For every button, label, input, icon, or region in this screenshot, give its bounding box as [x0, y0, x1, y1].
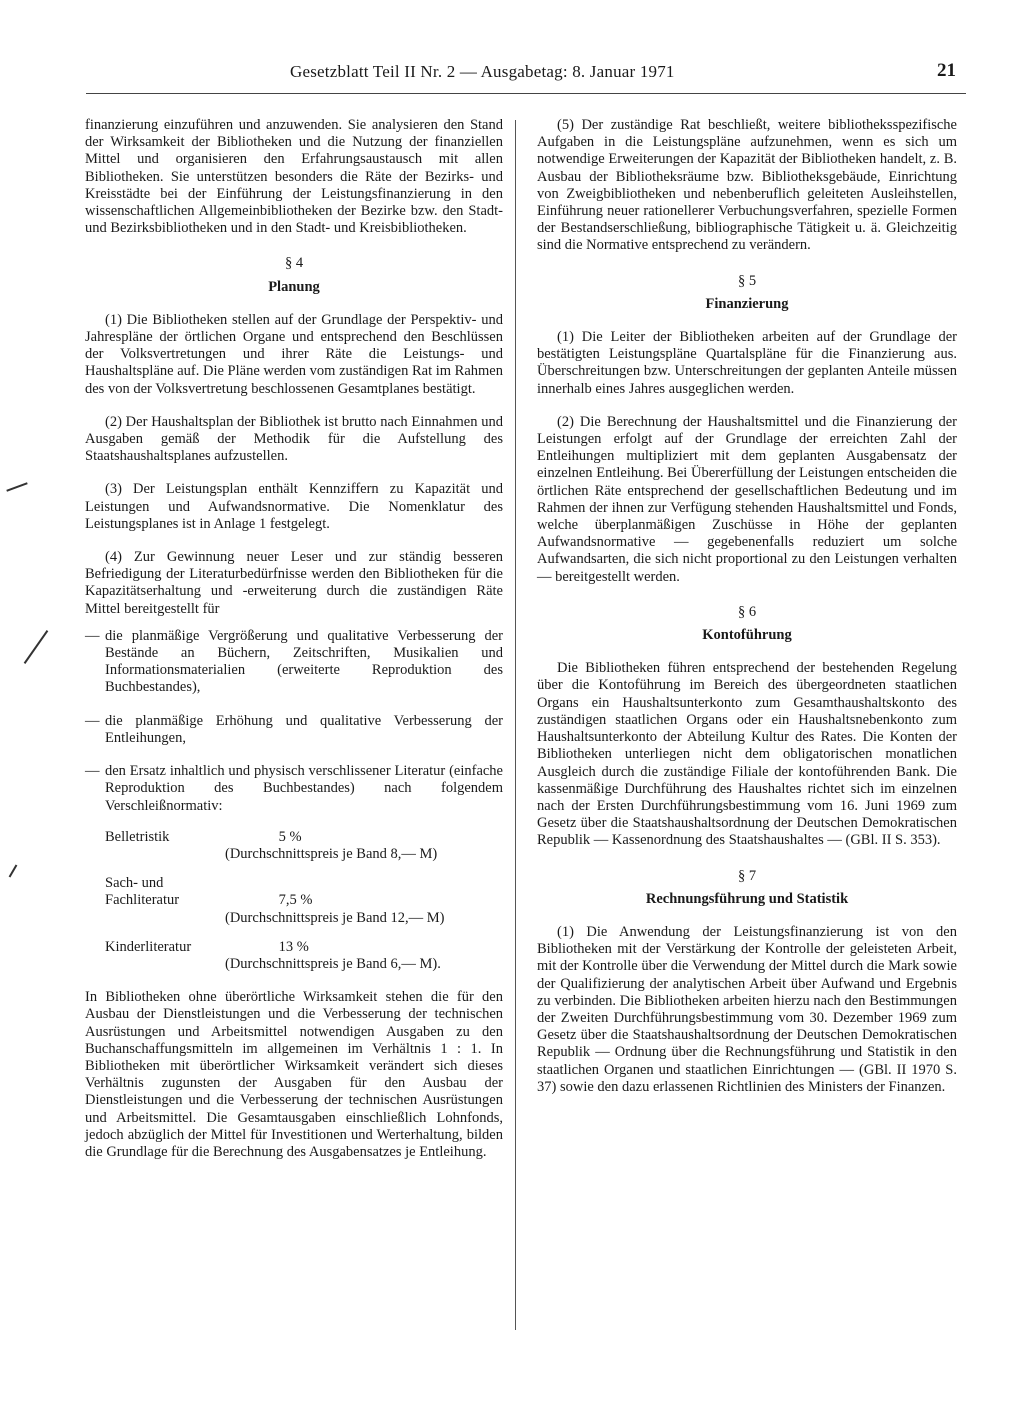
left-column — [85, 117, 503, 1177]
paragraph-4-4: (4) Zur Gewinnung neuer Leser und zur ständig besseren Befriedigung der Literaturbedürfnisse werden den Bibliotheken für die Kapazitätserhaltung und -erweiterung durch die zuständigen Räte Mittel bereitgestellt für — [85, 549, 503, 617]
section-7-title: Rechnungsführung und Statistik — [645, 890, 849, 907]
section-5-number: § 5 — [737, 272, 757, 289]
paragraph-6: Die Bibliotheken führen entsprechend der bestehenden Regelung über die Kontoführung im Bereich des übergeordneten staatlichen Organs ein Haushaltsunterkonto zum Gesamthaushaltskonto des zuständigen staatlichen Organs oder ein Haushaltsnebenkonto zum Haushaltsunterkonto der Abteilung Kultur des Rates. Die Konten der Bibliotheken unterliegen nicht dem obligatorischen monatlichen Ausgleich durch die zuständige Filiale der kontoführenden Bank. Die kassenmäßige Durchführung des Haushaltes richtet sich im einzelnen nach der Ersten Durchführungsbestimmung vom 16. Juni 1969 zum Gesetz über die Staatshaushaltsordnung der Deutschen Demokratischen Republik — Kassenordnung des Staatshaushaltes — (GBl. II S. 353). — [537, 660, 957, 849]
page-header — [0, 0, 1024, 100]
paragraph-5-2: (2) Die Berechnung der Haushaltsmittel und die Finanzierung der Leistungen erfolgt auf der Grundlage der erreichten Zahl der Entleihungen multipliziert mit dem geplanten Ausgabensatz der einzelnen Entleihung. Bei Übererfüllung der Leistungen entscheiden die örtlichen Räte entsprechend der gesellschaftlichen Bedeutung und im Rahmen der ihnen zur Verfügung stehenden Haushaltsmittel und Fonds, welche überplanmäßigen Zuschüsse in Höhe der geplanten Aufwandsnormative — gegebenenfalls reduziert um solche Aufwandsarten, die sich nicht proportional zu den Leistungen verhalten — bereitgestellt werden. — [537, 413, 957, 585]
section-4-number: § 4 — [284, 255, 304, 272]
section-6-number: § 6 — [737, 603, 757, 620]
intro-paragraph: finanzierung einzuführen und anzuwenden. Sie analysieren den Stand der Wirksamkeit der Bibliotheken und die Nutzung der finanziellen Mittel und organisieren den Erfahrungsaustausch mit allen Bibliotheken. Sie unterstützen besonders die Räte der Bezirks- und Kreisstädte bei der Einführung der Leistungsfinanzierung in den wissenschaftlichen Allgemeinbibliotheken der Bezirke bzw. den Stadt- und Bezirksbibliotheken und in den Stadt- und Kreisbibliotheken. — [85, 117, 503, 237]
section-5-title: Finanzierung — [705, 295, 789, 312]
norm-label: Kinderliteratur — [105, 938, 192, 955]
norm-value: 13 % — [278, 938, 309, 955]
norm-value: 5 % — [278, 828, 302, 845]
paragraph-4-1: (1) Die Bibliotheken stellen auf der Grundlage der Perspektiv- und Jahrespläne der örtlichen Organe und entsprechend den Beschlüssen der Volksvertretungen und ihrer Räte die Leistungs- und Haushaltspläne auf. Die Pläne werden vom zuständigen Rat im Rahmen des von der Volksvertretung beschlossenen Gesamtplanes bestätigt. — [85, 311, 503, 397]
norm-row — [105, 829, 503, 863]
provision-list — [85, 628, 503, 815]
list-item: — den Ersatz inhaltlich und physisch verschlissener Literatur (einfache Reproduktion des Buchbestandes) nach folgendem Verschleißnormativ: — [85, 763, 503, 815]
section-7-number: § 7 — [737, 867, 757, 884]
norm-row — [105, 875, 503, 927]
margin-mark — [9, 864, 18, 877]
norm-price: (Durchschnittspreis je Band 6,— M). — [225, 955, 441, 972]
paragraph-7-1: (1) Die Anwendung der Leistungsfinanzierung ist von den Bibliotheken mit der Verstärkung der Kontrolle der geleisteten Arbeit, mit der Kontrolle über die Verwendung der Mittel durch die Mark sowie der Qualifizierung der analytischen Arbeit über Aufwand und Ergebnis zu verbinden. Die Bibliotheken arbeiten hierzu nach den Bestimmungen der Zweiten Durchführungsbestimmung vom 30. Dezember 1969 zum Gesetz über die Staatshaushaltsordnung der Deutschen Demokratischen Republik — Ordnung über die Rechnungsführung und Statistik in den staatlichen Organen und staatlichen Einrichtungen — (GBl. II 1970 S. 37) sowie den dazu erlassenen Richtlinien des Ministers der Finanzen. — [537, 923, 957, 1095]
margin-mark — [24, 630, 49, 664]
page-number: 21 — [937, 60, 956, 81]
wear-norm-table — [105, 829, 503, 973]
list-item: — die planmäßige Erhöhung und qualitative Verbesserung der Entleihungen, — [85, 713, 503, 747]
norm-price: (Durchschnittspreis je Band 12,— M) — [225, 909, 445, 926]
norm-label: Sach- und Fachliteratur — [105, 875, 180, 909]
norm-label: Belletristik — [105, 828, 170, 845]
paragraph-4-5: (5) Der zuständige Rat beschließt, weitere bibliotheksspezifische Aufgaben in die Leistungspläne aufzunehmen, wenn es sich um notwendige Erweiterungen der Kapazität der Bibliotheken handelt, z. B. Ausbau der Bibliotheksräume bzw. Bibliotheksgebäude, Einrichtung von Zweigbibliotheken und nebenberuflich geleiteten Ausleihstellen, Einführung neuer rationellerer Verbuchungsverfahren, spezielle Formen der Bestandserschließung, bibliographische Tätigkeit u. ä. Gleichzeitig sind die Normative entsprechend zu verändern. — [537, 117, 957, 254]
section-6-title: Kontoführung — [702, 627, 792, 644]
norm-price: (Durchschnittspreis je Band 8,— M) — [225, 845, 438, 862]
paragraph-4-3: (3) Der Leistungsplan enthält Kennziffern zu Kapazität und Leistungen und Aufwandsnormative. Die Nomenklatur des Leistungsplanes ist in Anlage 1 festgelegt. — [85, 481, 503, 532]
header-title: Gesetzblatt Teil II Nr. 2 — Ausgabetag: 8. Januar 1971 — [290, 62, 675, 81]
right-column — [537, 117, 957, 1112]
section-4-title: Planung — [268, 278, 320, 295]
list-item: — die planmäßige Vergrößerung und qualitative Verbesserung der Bestände an Büchern, Zeitschriften, Musikalien und Informationsmaterialien (erweiterte Reproduktion des Buchbestandes), — [85, 628, 503, 697]
margin-mark — [6, 482, 27, 491]
column-divider — [515, 120, 516, 1330]
paragraph-5-1: (1) Die Leiter der Bibliotheken arbeiten auf der Grundlage der bestätigten Leistungspläne Quartalspläne für die Finanzierung aus. Überschreitungen bzw. Unterschreitungen der geplanten Anteile müssen innerhalb eines Jahres ausgeglichen werden. — [537, 329, 957, 397]
header-rule — [86, 93, 966, 94]
closing-paragraph: In Bibliotheken ohne überörtliche Wirksamkeit stehen die für den Ausbau der Dienstleistungen und die Verbesserung der technischen Ausrüstungen und Arbeitsmittel notwendigen Ausgaben zu den Buchanschaffungsmitteln im allgemeinen im Verhältnis 1 : 1. In Bibliotheken mit überörtlicher Wirksamkeit verändert sich dieses Verhältnis zugunsten der Ausgaben für den Ausbau der Dienstleistungen und die Verbesserung der technischen Ausrüstungen und Arbeitsmittel. Die Gesamtausgaben einschließlich Lohnfonds, jedoch abzüglich der Mittel für Investitionen und Werterhaltung, bilden die Grundlage für die Berechnung des Ausgabensatzes je Entleihung. — [85, 989, 503, 1160]
paragraph-4-2: (2) Der Haushaltsplan der Bibliothek ist brutto nach Einnahmen und Ausgaben gemäß der Methodik für die Aufstellung des Staatshaushaltsplanes aufzustellen. — [85, 413, 503, 465]
norm-value: 7,5 % — [278, 892, 313, 909]
norm-row — [105, 939, 503, 973]
